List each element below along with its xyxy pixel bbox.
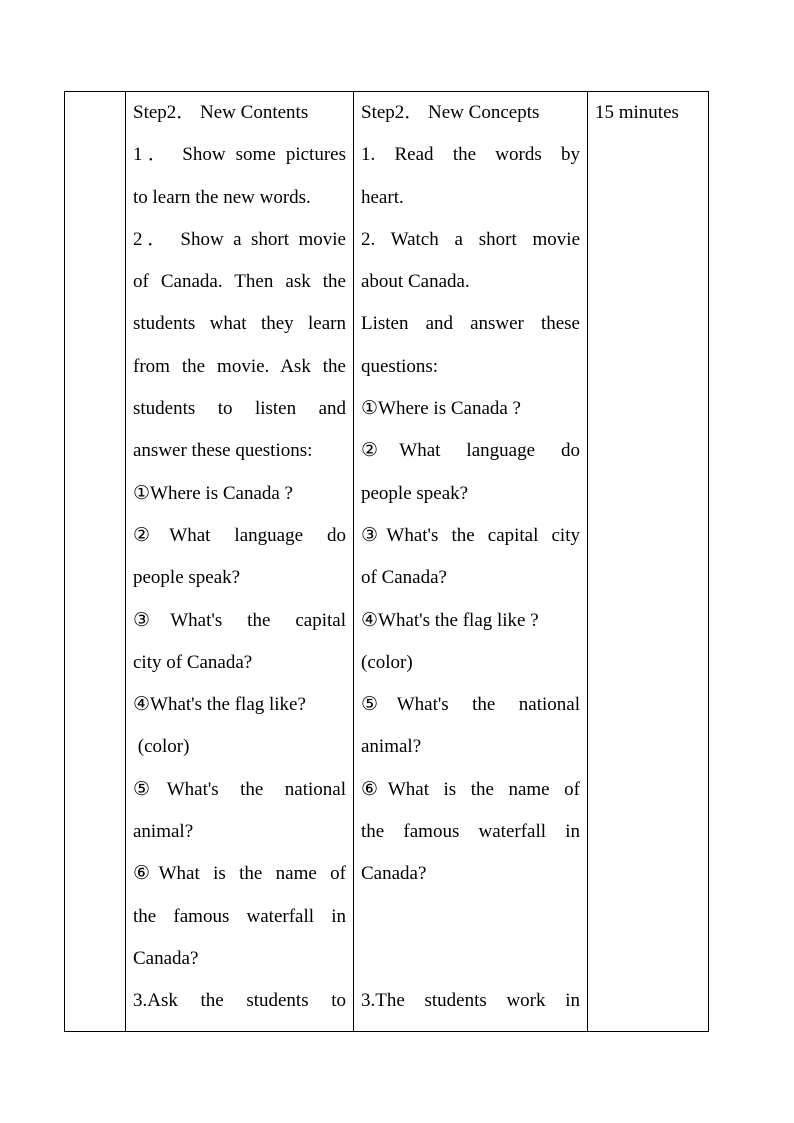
teacher-line: from the movie. Ask the (133, 355, 346, 377)
student-line: the famous waterfall in (361, 821, 580, 843)
teacher-line: 2． Show a short movie (133, 228, 346, 250)
student-line: 1. Read the words by (361, 144, 580, 166)
student-line: people speak? (361, 482, 469, 504)
teacher-line: (color) (133, 736, 190, 758)
teacher-question-5: ⑤What's the national (133, 778, 346, 800)
student-question-2: ②What language do (361, 440, 580, 462)
student-line: 3.The students work in (361, 990, 580, 1012)
student-question-3: ③What's the capital city (361, 524, 580, 546)
time-cell (588, 92, 709, 1032)
teacher-line: animal? (133, 821, 194, 843)
student-activities-cell (354, 92, 588, 1032)
teacher-question-2: ②What language do (133, 524, 346, 546)
blank-space (361, 904, 580, 989)
teacher-line: answer these questions: (133, 440, 313, 462)
student-question-5: ⑤What's the national (361, 694, 580, 716)
teacher-line: 3.Ask the students to (133, 990, 346, 1012)
student-line: of Canada? (361, 567, 447, 589)
teacher-line: of Canada. Then ask the (133, 271, 346, 293)
stage-cell-empty (65, 92, 126, 1032)
student-line: questions: (361, 355, 439, 377)
teacher-question-1: ①Where is Canada ? (133, 482, 293, 504)
student-line: heart. (361, 186, 404, 208)
teacher-activities-cell (126, 92, 354, 1032)
teacher-line: city of Canada? (133, 651, 253, 673)
student-line: (color) (361, 651, 413, 673)
student-question-6: ⑥What is the name of (361, 778, 580, 800)
student-line: Canada? (361, 863, 427, 885)
teacher-line: students to listen and (133, 398, 346, 420)
lesson-plan-table (64, 91, 709, 1032)
student-line: about Canada. (361, 271, 470, 293)
teacher-question-4: ④What's the flag like? (133, 694, 306, 716)
teacher-line: 1． Show some pictures (133, 144, 346, 166)
student-line: animal? (361, 736, 422, 758)
student-question-1: ①Where is Canada ? (361, 398, 521, 420)
teacher-line: people speak? (133, 567, 241, 589)
teacher-line: the famous waterfall in (133, 905, 346, 927)
teacher-line: to learn the new words. (133, 186, 311, 208)
student-question-4: ④What's the flag like ? (361, 609, 539, 631)
teacher-line: Canada? (133, 947, 199, 969)
teacher-step-title: Step2． New Contents (133, 102, 309, 123)
table-row (65, 92, 709, 1032)
time-allocation: 15 minutes (595, 102, 679, 123)
teacher-question-6: ⑥What is the name of (133, 863, 346, 885)
student-step-title: Step2． New Concepts (361, 102, 540, 123)
student-line: 2. Watch a short movie (361, 228, 580, 250)
teacher-line: students what they learn (133, 313, 346, 335)
teacher-question-3: ③What's the capital (133, 609, 346, 631)
student-line: Listen and answer these (361, 313, 580, 335)
